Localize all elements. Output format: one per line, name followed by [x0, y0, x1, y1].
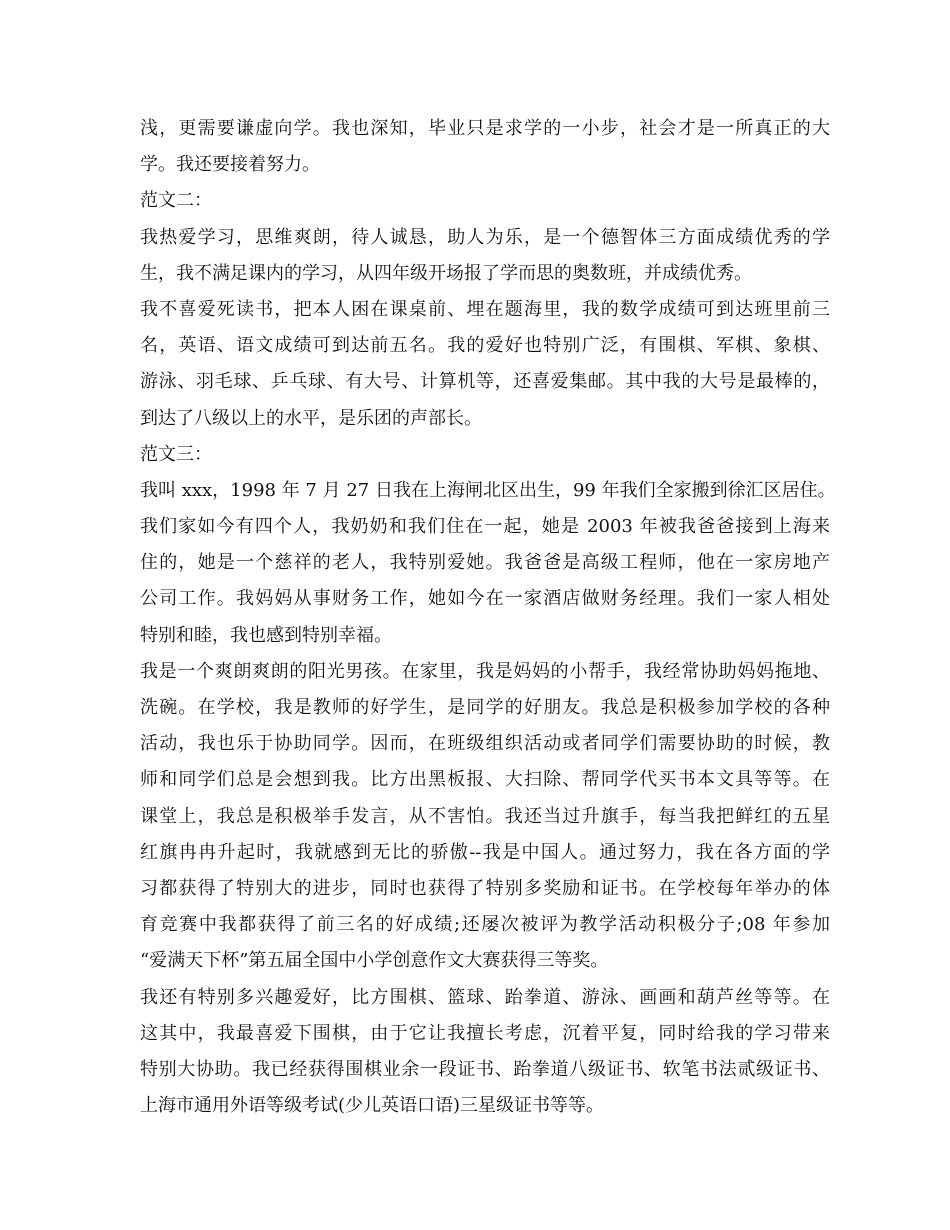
text-line: 特别和睦，我也感到特别幸福。: [140, 624, 392, 646]
text-line: 名，英语、语文成绩可到达前五名。我的爱好也特别广泛，有围棋、军棋、象棋、: [140, 335, 830, 357]
text-line: 育竞赛中我都获得了前三名的好成绩;还屡次被评为教学活动积极分子;08 年参加: [140, 914, 830, 936]
text-line: 我叫 xxx，1998 年 7 月 27 日我在上海闸北区出生，99 年我们全家搬到徐汇区居住。: [140, 479, 836, 501]
text-line: 我是一个爽朗爽朗的阳光男孩。在家里，我是妈妈的小帮手，我经常协助妈妈拖地、: [140, 660, 830, 682]
text-line: 这其中，我最喜爱下围棋，由于它让我擅长考虑，沉着平复，同时给我的学习带来: [140, 1022, 830, 1044]
text-line: 学。我还要接着努力。: [140, 154, 320, 176]
text-line: 活动，我也乐于协助同学。因而，在班级组织活动或者同学们需要协助的时候，教: [140, 733, 830, 755]
text-line: 游泳、羽毛球、乒乓球、有大号、计算机等，还喜爱集邮。其中我的大号是最棒的，: [140, 371, 830, 393]
text-line: 我们家如今有四个人，我奶奶和我们住在一起，她是 2003 年被我爸爸接到上海来: [140, 516, 830, 538]
section-heading: 范文二：: [140, 190, 212, 212]
text-line: 到达了八级以上的水平，是乐团的声部长。: [140, 407, 482, 429]
text-line: 我不喜爱死读书，把本人困在课桌前、埋在题海里，我的数学成绩可到达班里前三: [140, 298, 830, 320]
text-line: 红旗冉冉升起时，我就感到无比的骄傲--我是中国人。通过努力，我在各方面的学: [140, 841, 830, 863]
text-line: 特别大协助。我已经获得围棋业余一段证书、跆拳道八级证书、软笔书法贰级证书、: [140, 1058, 830, 1080]
section-heading: 范文三：: [140, 443, 212, 465]
text-line: 浅，更需要谦虚向学。我也深知，毕业只是求学的一小步，社会才是一所真正的大: [140, 118, 830, 139]
text-line: 洗碗。在学校，我是教师的好学生，是同学的好朋友。我总是积极参加学校的各种: [140, 697, 830, 718]
text-line: 我还有特别多兴趣爱好，比方围棋、篮球、跆拳道、游泳、画画和葫芦丝等等。在: [140, 986, 830, 1008]
text-line: 习都获得了特别大的进步，同时也获得了特别多奖励和证书。在学校每年举办的体: [140, 877, 830, 899]
text-line: “爱满天下杯”第五届全国中小学创意作文大赛获得三等奖。: [140, 950, 609, 972]
document-body: [140, 111, 836, 1124]
text-line: 课堂上，我总是积极举手发言，从不害怕。我还当过升旗手，每当我把鲜红的五星: [140, 805, 830, 827]
text-line: 住的，她是一个慈祥的老人，我特别爱她。我爸爸是高级工程师，他在一家房地产: [140, 552, 830, 574]
text-line: 师和同学们总是会想到我。比方出黑板报、大扫除、帮同学代买书本文具等等。在: [140, 769, 830, 791]
text-line: 生，我不满足课内的学习，从四年级开场报了学而思的奥数班，并成绩优秀。: [140, 262, 752, 284]
text-line: 公司工作。我妈妈从事财务工作，她如今在一家酒店做财务经理。我们一家人相处: [140, 588, 830, 610]
text-line: 上海市通用外语等级考试(少儿英语口语)三星级证书等等。: [140, 1095, 605, 1117]
text-line: 我热爱学习，思维爽朗，待人诚恳，助人为乐，是一个德智体三方面成绩优秀的学: [140, 226, 830, 248]
